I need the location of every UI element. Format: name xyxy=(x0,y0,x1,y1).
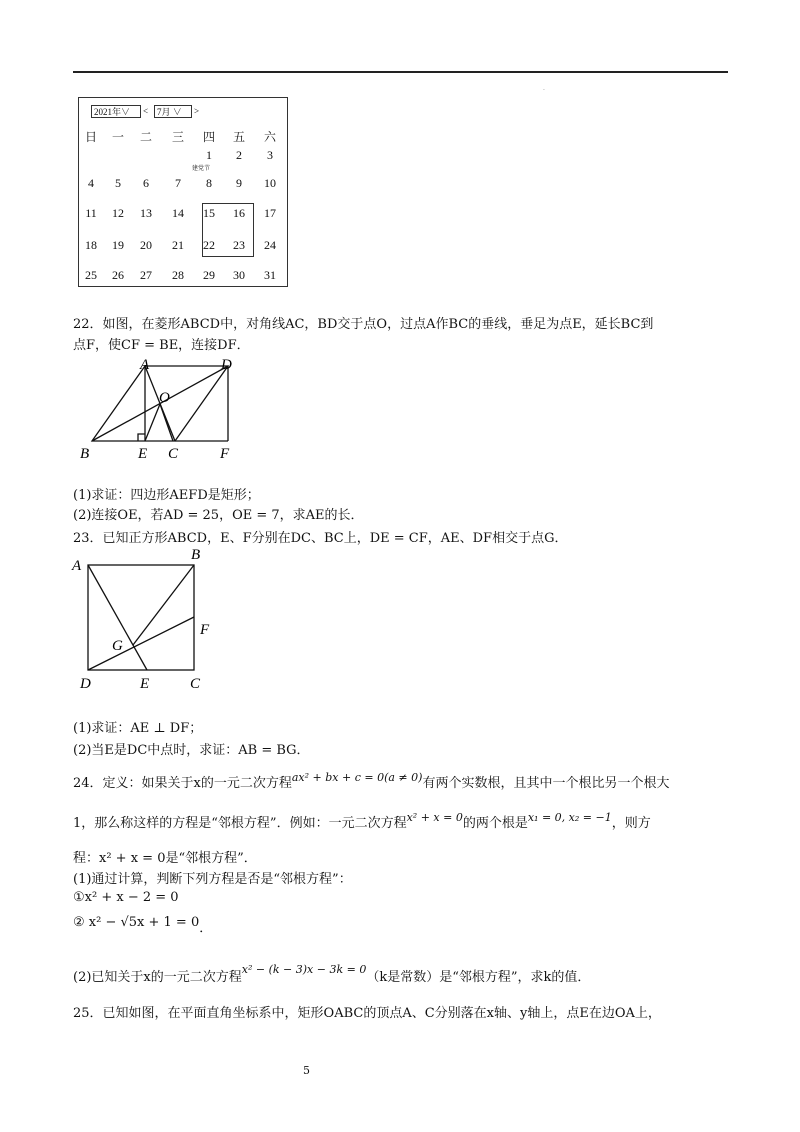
calendar-day[interactable]: 20 xyxy=(140,238,152,252)
calendar-day[interactable]: 17 xyxy=(264,206,276,220)
calendar-day[interactable]: 14 xyxy=(172,206,184,220)
q24-eq2: ② x² − √5x + 1 = 0 xyxy=(73,915,200,930)
prev-month-button[interactable]: < xyxy=(143,106,149,116)
q24-line2 xyxy=(73,812,651,831)
q24-eq-general: ax² + bx + c = 0(a ≠ 0) xyxy=(291,771,423,784)
calendar-day[interactable]: 31 xyxy=(264,268,276,282)
q23-part1: (1)求证：AE ⊥ DF； xyxy=(73,721,203,736)
calendar-day[interactable]: 19 xyxy=(112,238,124,252)
calendar-day[interactable]: 18 xyxy=(85,238,97,252)
q24-line2b: 的两个根是 xyxy=(462,816,528,831)
month-select[interactable]: 7月 ∨ xyxy=(154,105,192,118)
label-B: B xyxy=(80,446,90,462)
calendar-day[interactable]: 16 xyxy=(233,206,245,220)
calendar-day[interactable]: 22 xyxy=(203,238,215,252)
weekday-header: 二 xyxy=(139,130,152,144)
holiday-note: 建党节 xyxy=(192,166,211,172)
weekday-header: 一 xyxy=(111,130,124,144)
calendar-day[interactable]: 21 xyxy=(172,238,184,252)
weekday-header: 三 xyxy=(171,130,184,144)
calendar-day[interactable]: 8 xyxy=(206,176,212,190)
label-F: F xyxy=(200,622,210,638)
weekday-header: 日 xyxy=(84,130,97,144)
q24-line1b: 有两个实数根，且其中一个根比另一个根大 xyxy=(422,776,670,791)
calendar-day[interactable]: 26 xyxy=(112,268,124,282)
weekday-header: 五 xyxy=(232,130,245,144)
q24-part2a: (2)已知关于x的一元二次方程 xyxy=(73,970,242,985)
label-E: E xyxy=(140,676,150,692)
calendar-widget xyxy=(78,97,288,287)
header-rule xyxy=(73,71,728,73)
label-D: D xyxy=(80,676,91,692)
calendar-day[interactable]: 12 xyxy=(112,206,124,220)
label-D: D xyxy=(221,357,232,373)
q22-part1: (1)求证：四边形AEFD是矩形； xyxy=(73,488,260,503)
q24-line1a: 24．定义：如果关于x的一元二次方程 xyxy=(73,776,292,791)
calendar-day[interactable]: 15 xyxy=(203,206,215,220)
calendar-day[interactable]: 4 xyxy=(88,176,94,190)
label-O: O xyxy=(159,390,170,406)
q22-figure xyxy=(75,356,255,464)
label-A: A xyxy=(72,558,82,574)
q23-part2: (2)当E是DC中点时，求证：AB = BG． xyxy=(73,743,310,758)
calendar-day[interactable]: 6 xyxy=(143,176,149,190)
calendar-day[interactable]: 24 xyxy=(264,238,276,252)
label-B: B xyxy=(191,547,201,563)
calendar-day[interactable]: 1 xyxy=(206,148,212,162)
label-G: G xyxy=(112,638,123,654)
q22-part2: (2)连接OE，若AD = 25，OE = 7，求AE的长． xyxy=(73,508,364,523)
label-F: F xyxy=(220,446,230,462)
label-C: C xyxy=(190,676,201,692)
q24-line1 xyxy=(73,772,669,791)
calendar-day[interactable]: 7 xyxy=(175,176,181,190)
calendar-day[interactable]: 13 xyxy=(140,206,152,220)
calendar-day[interactable]: 3 xyxy=(267,148,273,162)
q24-line2c: ，则方 xyxy=(611,816,651,831)
q24-eq2-line xyxy=(73,911,213,936)
year-select[interactable]: 2021年∨ xyxy=(91,105,141,118)
q24-line3: 程：x² + x = 0是“邻根方程”． xyxy=(73,851,257,866)
label-E: E xyxy=(138,446,148,462)
calendar-day[interactable]: 10 xyxy=(264,176,276,190)
header-dot: . xyxy=(543,85,545,92)
calendar-day[interactable]: 28 xyxy=(172,268,184,282)
q24-part1: (1)通过计算，判断下列方程是否是“邻根方程”： xyxy=(73,872,352,887)
q24-eq1: ①x² + x − 2 = 0 xyxy=(73,890,179,905)
q25-line1: 25．已知如图，在平面直角坐标系中，矩形OABC的顶点A、C分别落在x轴、y轴上，点E在边OA上， xyxy=(73,1006,661,1021)
calendar-day[interactable]: 23 xyxy=(233,238,245,252)
next-month-button[interactable]: > xyxy=(194,106,200,116)
q24-roots: x₁ = 0, x₂ = −1 xyxy=(527,811,612,824)
q22-line1: 22．如图，在菱形ABCD中，对角线AC，BD交于点O，过点A作BC的垂线，垂足为点E，延长BC到 xyxy=(73,317,654,332)
weekday-header: 六 xyxy=(263,130,276,144)
calendar-day[interactable]: 2 xyxy=(236,148,242,162)
q24-eq-example: x² + x = 0 xyxy=(406,811,463,824)
q23-figure xyxy=(70,545,220,693)
q24-line2a: 1，那么称这样的方程是“邻根方程”．例如：一元二次方程 xyxy=(73,816,407,831)
q24-eq3: x² − (k − 3)x − 3k = 0 xyxy=(241,963,367,976)
calendar-day[interactable]: 11 xyxy=(85,206,97,220)
calendar-day[interactable]: 27 xyxy=(140,268,152,282)
calendar-day[interactable]: 25 xyxy=(85,268,97,282)
selection-frame xyxy=(202,203,254,257)
q24-part2 xyxy=(73,963,591,985)
weekday-header: 四 xyxy=(202,130,215,144)
q23-line1: 23．已知正方形ABCD，E、F分别在DC、BC上，DE = CF，AE、DF相交于点G． xyxy=(73,531,568,546)
calendar-day[interactable]: 30 xyxy=(233,268,245,282)
label-C: C xyxy=(168,446,179,462)
calendar-day[interactable]: 29 xyxy=(203,268,215,282)
label-A: A xyxy=(140,357,150,373)
calendar-day[interactable]: 5 xyxy=(115,176,121,190)
page-number: 5 xyxy=(303,1064,310,1077)
calendar-day[interactable]: 9 xyxy=(236,176,242,190)
q24-part2b: （k是常数）是“邻根方程”，求k的值． xyxy=(366,970,591,985)
q24-eq2-end: ． xyxy=(199,921,213,936)
q22-line2: 点F，使CF = BE，连接DF． xyxy=(73,338,250,353)
